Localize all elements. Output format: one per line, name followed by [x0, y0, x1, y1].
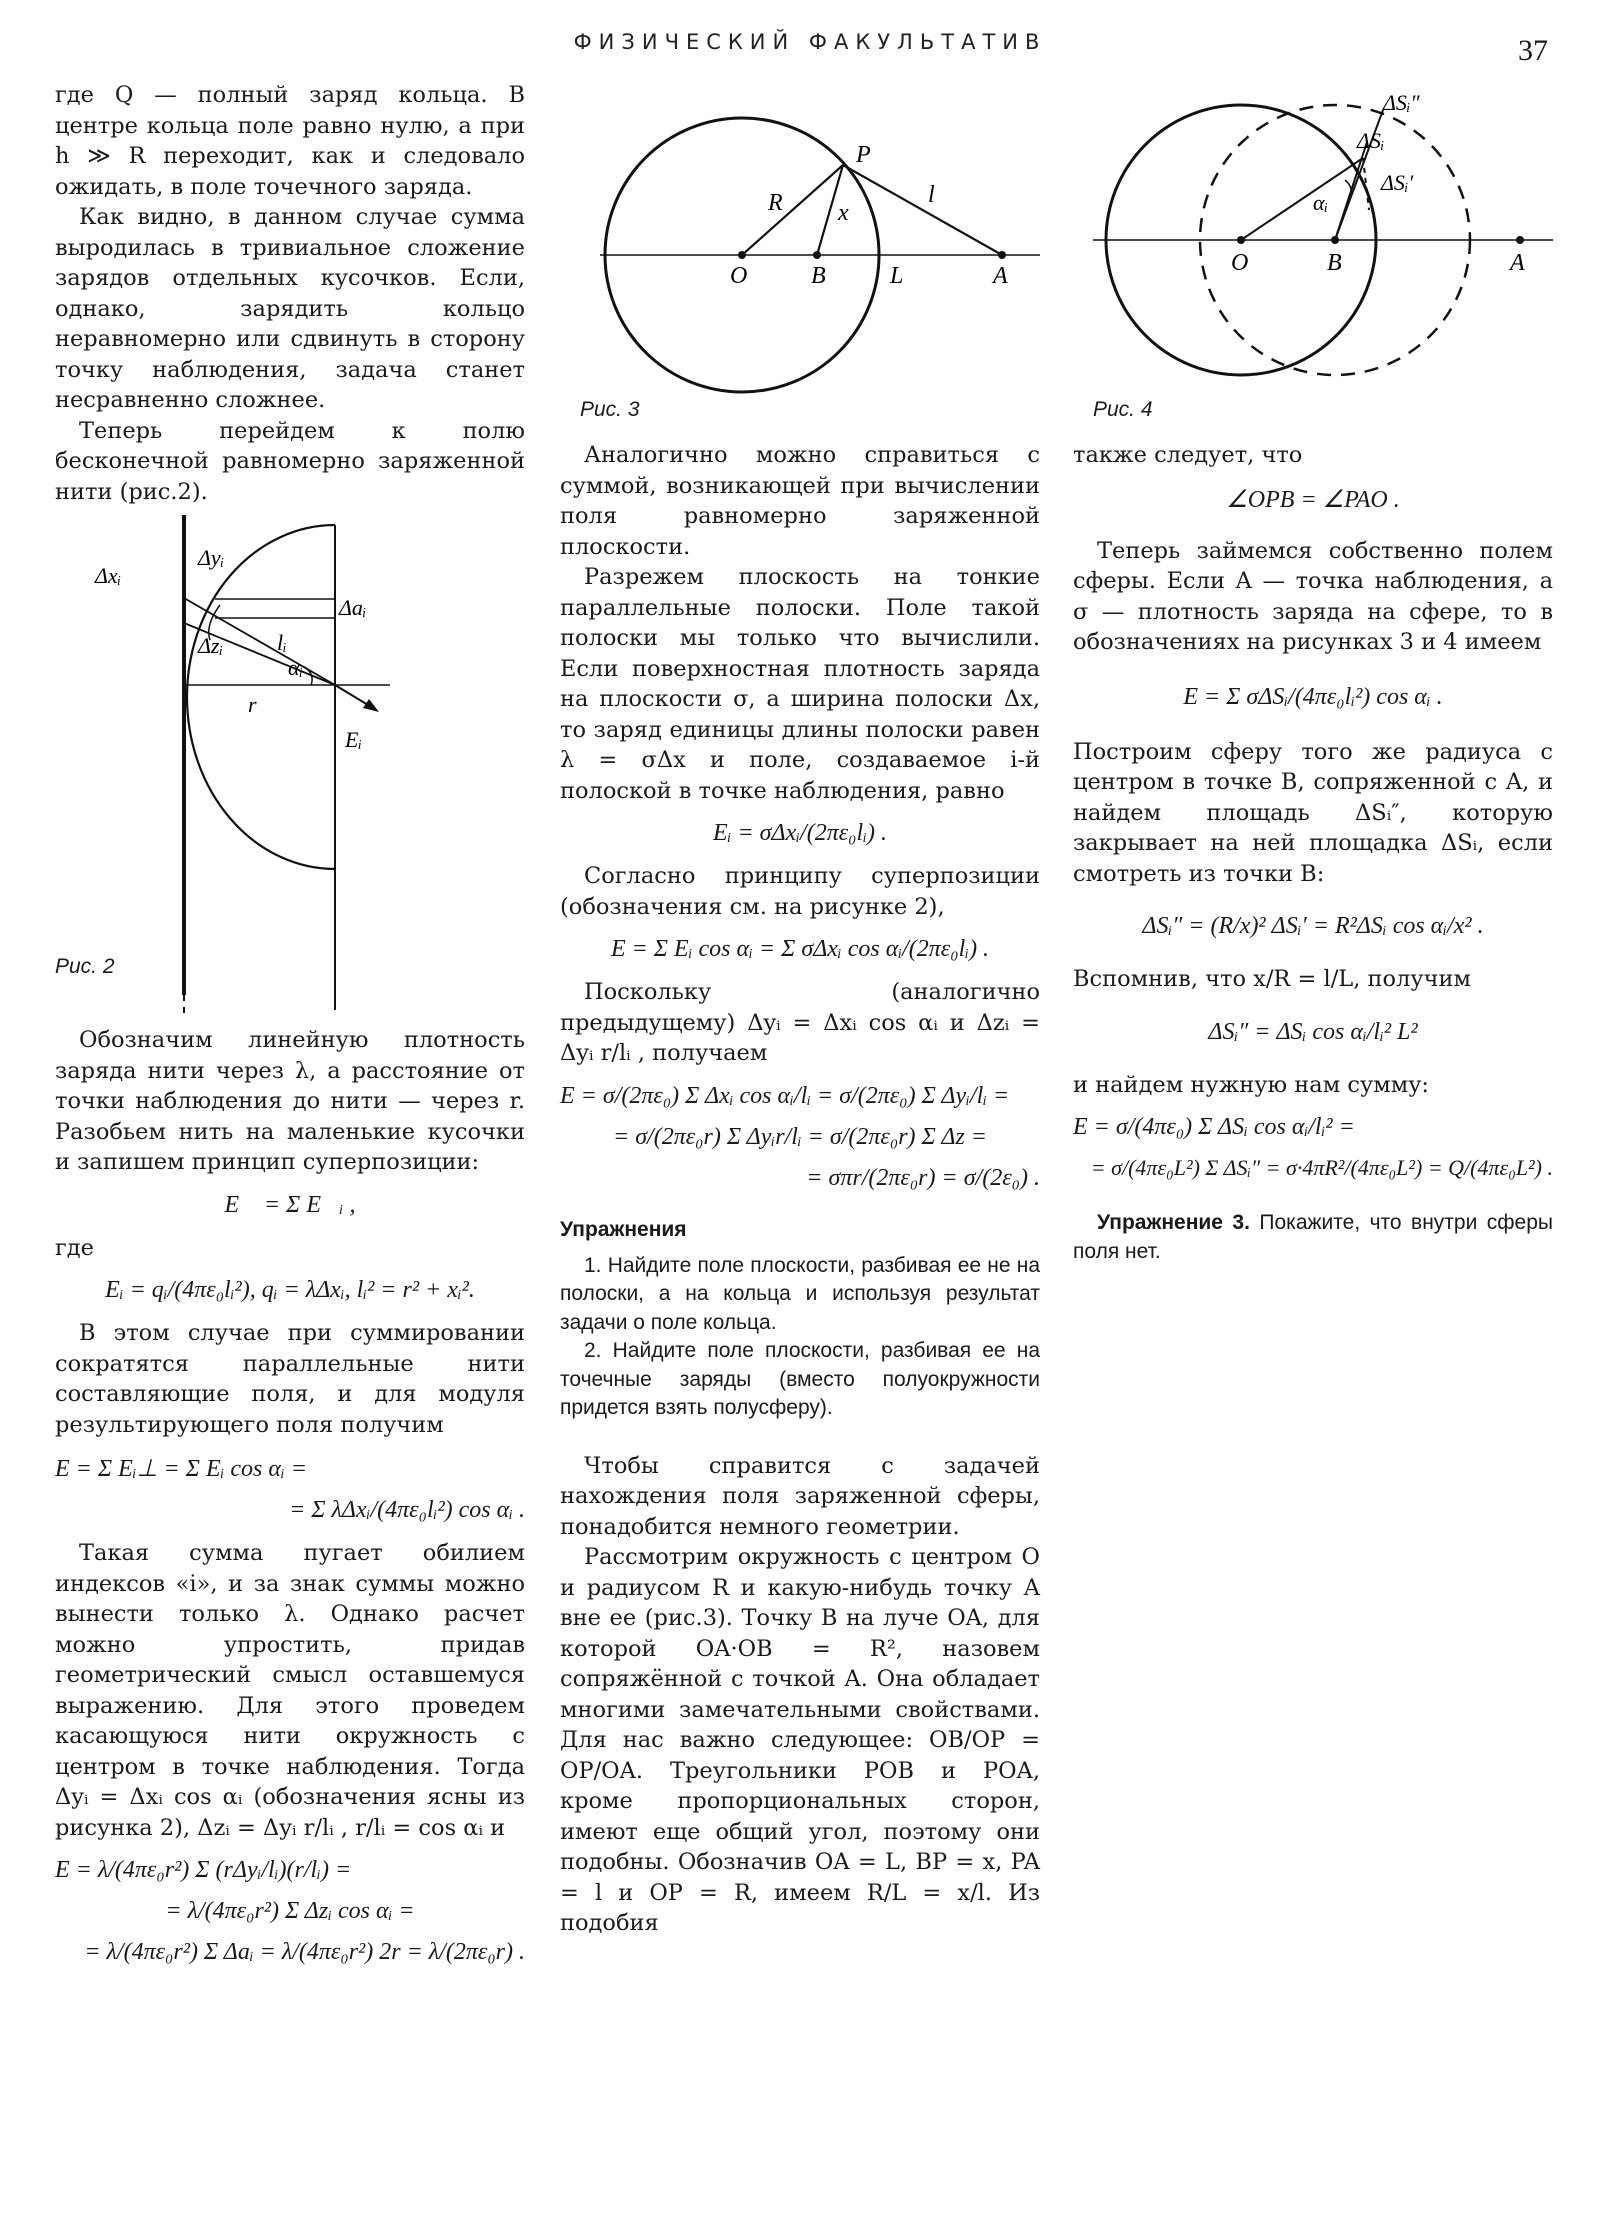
label-dz: Δzᵢ	[198, 633, 223, 658]
figure-3	[560, 80, 1040, 440]
label-L: L	[890, 263, 904, 289]
paragraph: Согласно принципу суперпозиции (обозначения см. на рисунке 2),	[560, 863, 1040, 920]
exercise-3-title: Упражнение 3.	[1097, 1211, 1250, 1234]
label-da: Δaᵢ	[339, 595, 367, 620]
equation: ∠OPB = ∠PAO .	[1226, 486, 1400, 513]
paragraph: Аналогично можно справиться с суммой, возникающей при вычислении поля равномерно заряженной плоскости.	[560, 442, 1040, 560]
paragraph: В этом случае при суммировании сократятся параллельные нити составляющие поля, и для модуля результирующего поля получим	[55, 1320, 525, 1438]
paragraph: где Q — полный заряд кольца. В центре кольца поле равно нулю, а при h ≫ R переходит, как и следовало ожидать, в поле точечного заряда.	[55, 82, 525, 200]
equation: = σ/(2πε₀r) Σ Δyᵢr/lᵢ = σ/(2πε₀r) Σ Δz =	[613, 1123, 987, 1150]
paragraph: также следует, что	[1073, 442, 1303, 468]
label-A: A	[993, 263, 1008, 289]
paragraph: Чтобы справится с задачей нахождения поля заряженной сферы, понадобится немного геометрии.	[560, 1452, 1040, 1540]
equation: = λ/(4πε₀r²) Σ Δzᵢ cos αᵢ =	[165, 1898, 415, 1924]
figure-4	[1073, 80, 1553, 440]
label-l: lᵢ	[277, 630, 287, 655]
page-number: 37	[1518, 34, 1548, 67]
label-alpha: αᵢ	[288, 655, 304, 680]
equation: = λ/(4πε₀r²) Σ Δaᵢ = λ/(4πε₀r²) 2r = λ/(2πε₀r) .	[84, 1939, 525, 1965]
label-O: O	[1231, 250, 1249, 276]
label-dS: ΔSᵢ	[1357, 128, 1385, 153]
figure-2-drawing	[55, 515, 525, 1015]
paragraph: Разрежем плоскость на тонкие параллельные полоски. Поле такой полоски мы только что вычислили. Если поверхностная плотность заряда на плоскости σ, а ширина полоски Δx, то заряд единицы длины полоски равен λ = σΔx и поле, создаваемое i-й полоской в точке наблюдения, равно	[560, 564, 1040, 804]
exercise-2: 2. Найдите поле плоскости, разбивая ее на точечные заряды (вместо полуокружности придется взять полусферу).	[560, 1339, 1040, 1419]
equation: E = Σ Eᵢ⊥ = Σ Eᵢ cos αᵢ =	[55, 1456, 307, 1482]
paragraph: Теперь займемся собственно полем сферы. Если A — точка наблюдения, а σ — плотность заряда на сфере, то в обозначениях на рисунках 3 и 4 имеем	[1073, 537, 1553, 655]
label-B: B	[811, 263, 826, 289]
paragraph: Как видно, в данном случае сумма выродилась в тривиальное сложение зарядов отдельных кусочков. Если, однако, зарядить кольцо неравномерно или сдвинуть в сторону точку наблюдения, задача станет несравненно сложнее.	[55, 204, 525, 413]
figure-3-caption: Рис. 3	[580, 398, 640, 421]
figure-2	[55, 515, 525, 1015]
equation: E = σ/(4πε₀) Σ ΔSᵢ cos αᵢ/lᵢ² =	[1073, 1114, 1355, 1140]
label-O: O	[730, 263, 748, 289]
figure-4-caption: Рис. 4	[1093, 398, 1153, 421]
equation: ΔSᵢ″ = (R/x)² ΔSᵢ′ = R²ΔSᵢ cos αᵢ/x² .	[1142, 913, 1484, 939]
label-R: R	[768, 190, 783, 216]
equation: E = σ/(2πε₀) Σ Δxᵢ cos αᵢ/lᵢ = σ/(2πε₀) Σ Δyᵢ/lᵢ =	[560, 1082, 1010, 1109]
paragraph: Теперь перейдем к полю бесконечной равномерно заряженной нити (рис.2).	[55, 417, 525, 505]
equation: ΔSᵢ″ = ΔSᵢ cos αᵢ/lᵢ² L²	[1208, 1018, 1418, 1045]
equation: = σπr/(2πε₀r) = σ/(2ε₀) .	[806, 1164, 1040, 1191]
exercise-3-text: Покажите, что внутри сферы поля нет.	[1073, 1211, 1554, 1263]
equation: = σ/(4πε₀L²) Σ ΔSᵢ″ = σ·4πR²/(4πε₀L²) = Q/(4πε₀L²) .	[1090, 1155, 1553, 1180]
exercises-title: Упражнения	[560, 1217, 687, 1241]
label-x: x	[838, 200, 849, 226]
exercise-3	[1073, 1209, 1553, 1266]
paragraph: Такая сумма пугает обилием индексов «i», и за знак суммы можно вынести только λ. Однако расчет можно упростить, придав геометрический смысл оставшемуся выражению. Для этого проведем касающуюся нити окружность с центром в точке наблюдения. Тогда Δyᵢ = Δxᵢ cos αᵢ (обозначения ясны из рисунка 2), Δzᵢ = Δyᵢ r/lᵢ , r/lᵢ = cos αᵢ и	[55, 1540, 525, 1841]
equation: Eᵢ = σΔxᵢ/(2πε₀lᵢ) .	[713, 820, 887, 846]
equation: = Σ λΔxᵢ/(4πε₀lᵢ²) cos αᵢ .	[289, 1497, 525, 1523]
equation: E = Σ Eᵢ cos αᵢ = Σ σΔxᵢ cos αᵢ/(2πε₀lᵢ) .	[610, 936, 990, 962]
paragraph: Обозначим линейную плотность заряда нити через λ, а расстояние от точки наблюдения до нити — через r. Разобьем нить на маленькие кусочки и запишем принцип суперпозиции:	[55, 1027, 525, 1175]
paragraph: и найдем нужную нам сумму:	[1073, 1071, 1430, 1098]
paragraph: Рассмотрим окружность с центром O и радиусом R и какую-нибудь точку A вне ее (рис.3). Точку B на луче OA, для которой OA·OB = R², назовем сопряжённой с точкой A. Она обладает многими замечательными свойствами. Для нас важно следующее: OB/OP = OP/OA. Треугольники POB и POA, кроме пропорциональных сторон, имеют еще общий угол, поэтому они подобны. Обозначив OA = L, BP = x, PA = l и OP = R, имеем R/L = x/l. Из подобия	[560, 1544, 1040, 1936]
label-P: P	[856, 142, 871, 168]
label-dS-double-prime: ΔSᵢ″	[1383, 90, 1420, 115]
label-alpha: αᵢ	[1313, 190, 1329, 215]
figure-4-drawing	[1073, 80, 1553, 400]
running-title: ФИЗИЧЕСКИЙ ФАКУЛЬТАТИВ	[573, 30, 1047, 54]
label-dy: Δyᵢ	[198, 545, 225, 570]
exercise-1: 1. Найдите поле плоскости, разбивая ее не на полоски, а на кольца и используя результат задачи о поле кольца.	[560, 1253, 1040, 1334]
figure-3-drawing	[560, 80, 1040, 400]
equation: E⃗ = Σ E⃗ᵢ ,	[224, 1191, 356, 1218]
label-E: Eᵢ	[345, 727, 362, 752]
paragraph: Вспомнив, что x/R = l/L, получим	[1073, 966, 1472, 992]
equation: E = λ/(4πε₀r²) Σ (rΔyᵢ/lᵢ)(r/lᵢ) =	[55, 1857, 352, 1883]
equation: Eᵢ = qᵢ/(4πε₀lᵢ²), qᵢ = λΔxᵢ, lᵢ² = r² + xᵢ².	[105, 1277, 475, 1303]
paragraph: Поскольку (аналогично предыдущему) Δyᵢ = Δxᵢ cos αᵢ и Δzᵢ = Δyᵢ r/lᵢ , получаем	[560, 979, 1040, 1066]
column-3	[1073, 80, 1553, 1266]
label-dS-prime: ΔSᵢ′	[1381, 170, 1414, 195]
label-dx: Δxᵢ	[95, 563, 122, 588]
label-r: r	[248, 692, 257, 717]
figure-2-caption: Рис. 2	[55, 955, 115, 978]
label-A: A	[1510, 250, 1525, 276]
paragraph: где	[55, 1234, 94, 1261]
label-B: B	[1327, 250, 1342, 276]
column-2	[560, 80, 1040, 1939]
paragraph: Построим сферу того же радиуса с центром в точке B, сопряженной с A, и найдем площадь ΔSᵢ″, которую закрывает на ней площадка ΔSᵢ, если смотреть из точки B:	[1073, 738, 1553, 887]
column-1	[55, 80, 525, 1980]
equation: E = Σ σΔSᵢ/(4πε₀lᵢ²) cos αᵢ .	[1183, 683, 1443, 710]
label-l: l	[928, 182, 935, 208]
